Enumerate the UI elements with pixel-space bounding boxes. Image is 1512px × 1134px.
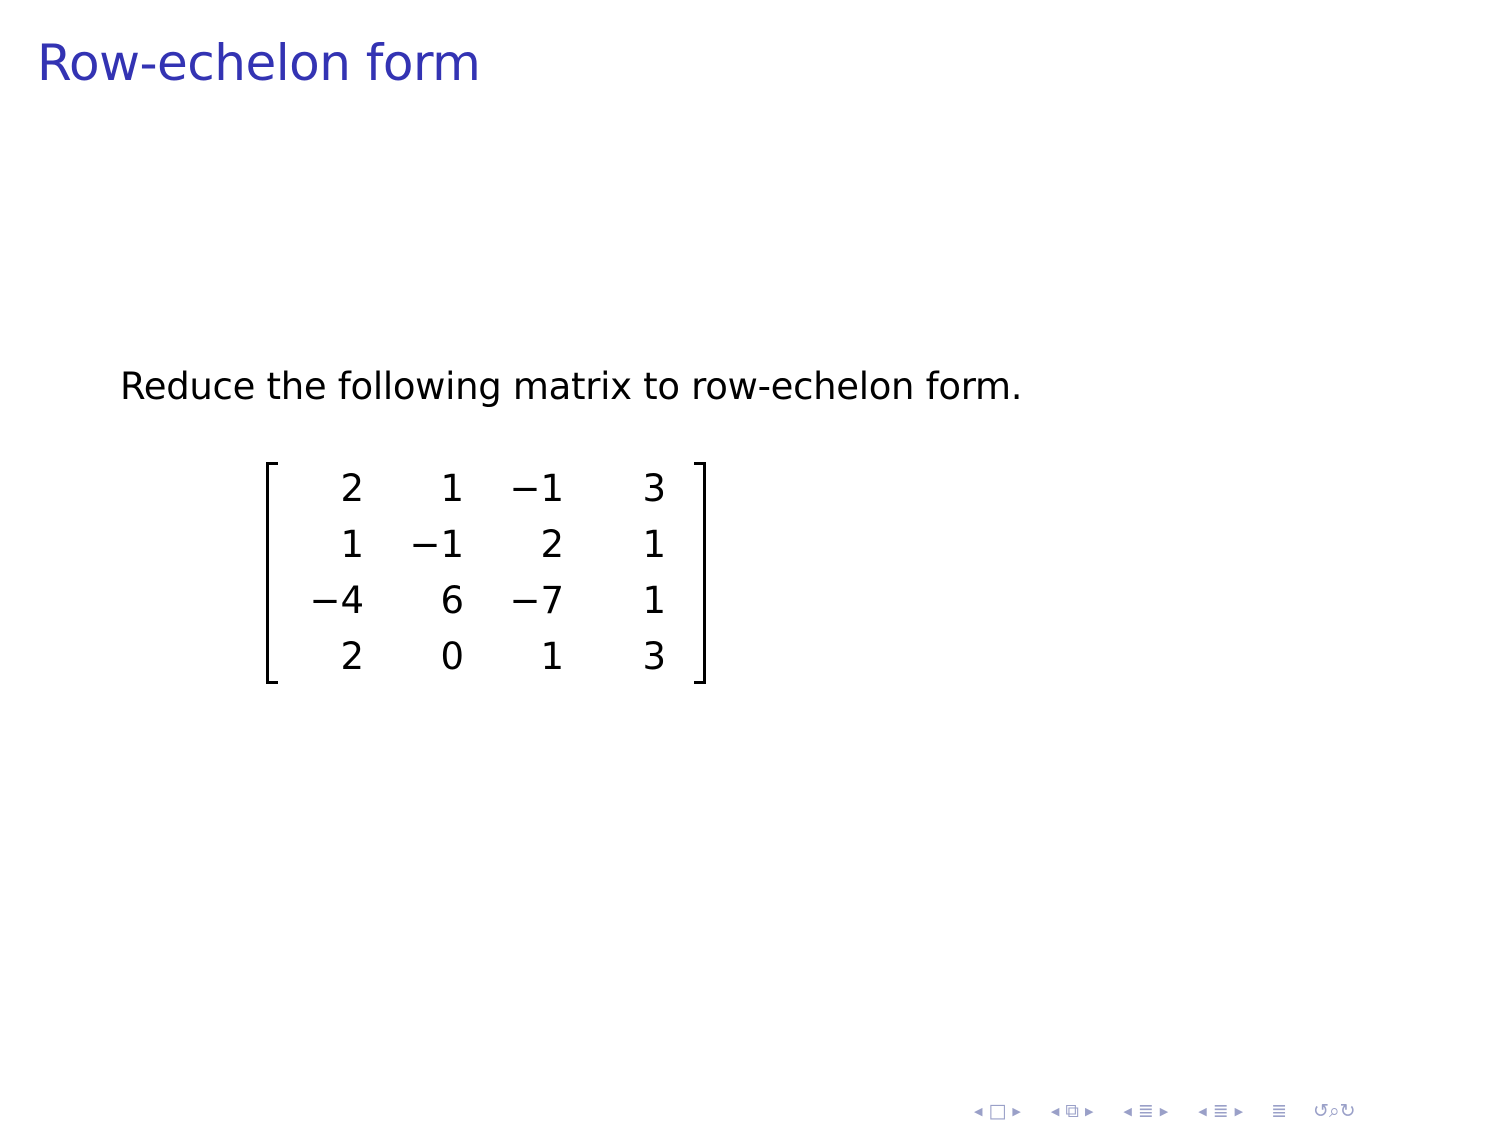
subsection-prev-icon[interactable]: ◀: [1123, 1104, 1132, 1118]
section-next-icon[interactable]: ▶: [1234, 1104, 1244, 1118]
problem-statement: Reduce the following matrix to row-echelon form.: [120, 365, 1023, 408]
matrix: [266, 462, 706, 686]
subsection-icon[interactable]: ≣: [1137, 1100, 1154, 1122]
frame-prev-icon[interactable]: ◀: [1050, 1104, 1060, 1118]
nav-section-group: [1194, 1100, 1247, 1122]
nav-slide-group: [970, 1100, 1025, 1122]
matrix-cell-r4-c4: 3: [642, 635, 666, 678]
matrix-cell-r1-c1: 2: [340, 467, 364, 510]
beamer-navigation: [970, 1096, 1358, 1126]
nav-outline-group: [1269, 1100, 1289, 1122]
matrix-cells: [266, 462, 706, 686]
nav-search-group: [1311, 1100, 1357, 1122]
nav-subsection-group: [1119, 1100, 1172, 1122]
section-prev-icon[interactable]: ◀: [1198, 1104, 1207, 1118]
matrix-cell-r3-c3: −7: [509, 579, 564, 622]
section-icon[interactable]: ≣: [1212, 1100, 1229, 1122]
slide-prev-icon[interactable]: ◀: [974, 1104, 983, 1118]
matrix-cell-r4-c1: 2: [340, 635, 364, 678]
matrix-cell-r4-c3: 1: [540, 635, 564, 678]
subsection-next-icon[interactable]: ▶: [1159, 1104, 1169, 1118]
slide-title: Row-echelon form: [37, 34, 481, 92]
nav-frame-group: [1047, 1100, 1098, 1122]
frame-next-icon[interactable]: ▶: [1084, 1104, 1094, 1118]
matrix-cell-r2-c4: 1: [642, 523, 666, 566]
matrix-cell-r1-c3: −1: [509, 467, 564, 510]
matrix-cell-r1-c4: 3: [642, 467, 666, 510]
matrix-cell-r2-c1: 1: [340, 523, 364, 566]
matrix-cell-r2-c2: −1: [409, 523, 464, 566]
slide-icon[interactable]: □: [988, 1100, 1007, 1122]
matrix-cell-r3-c4: 1: [642, 579, 666, 622]
matrix-cell-r3-c2: 6: [440, 579, 464, 622]
outline-icon[interactable]: ≣: [1271, 1100, 1288, 1122]
matrix-cell-r1-c2: 1: [440, 467, 464, 510]
search-icon[interactable]: ↺⌕↻: [1313, 1100, 1356, 1122]
matrix-cell-r3-c1: −4: [309, 579, 364, 622]
frame-icon[interactable]: ⧉: [1065, 1100, 1079, 1122]
matrix-cell-r2-c3: 2: [540, 523, 564, 566]
matrix-cell-r4-c2: 0: [440, 635, 464, 678]
slide-next-icon[interactable]: ▶: [1012, 1104, 1021, 1118]
